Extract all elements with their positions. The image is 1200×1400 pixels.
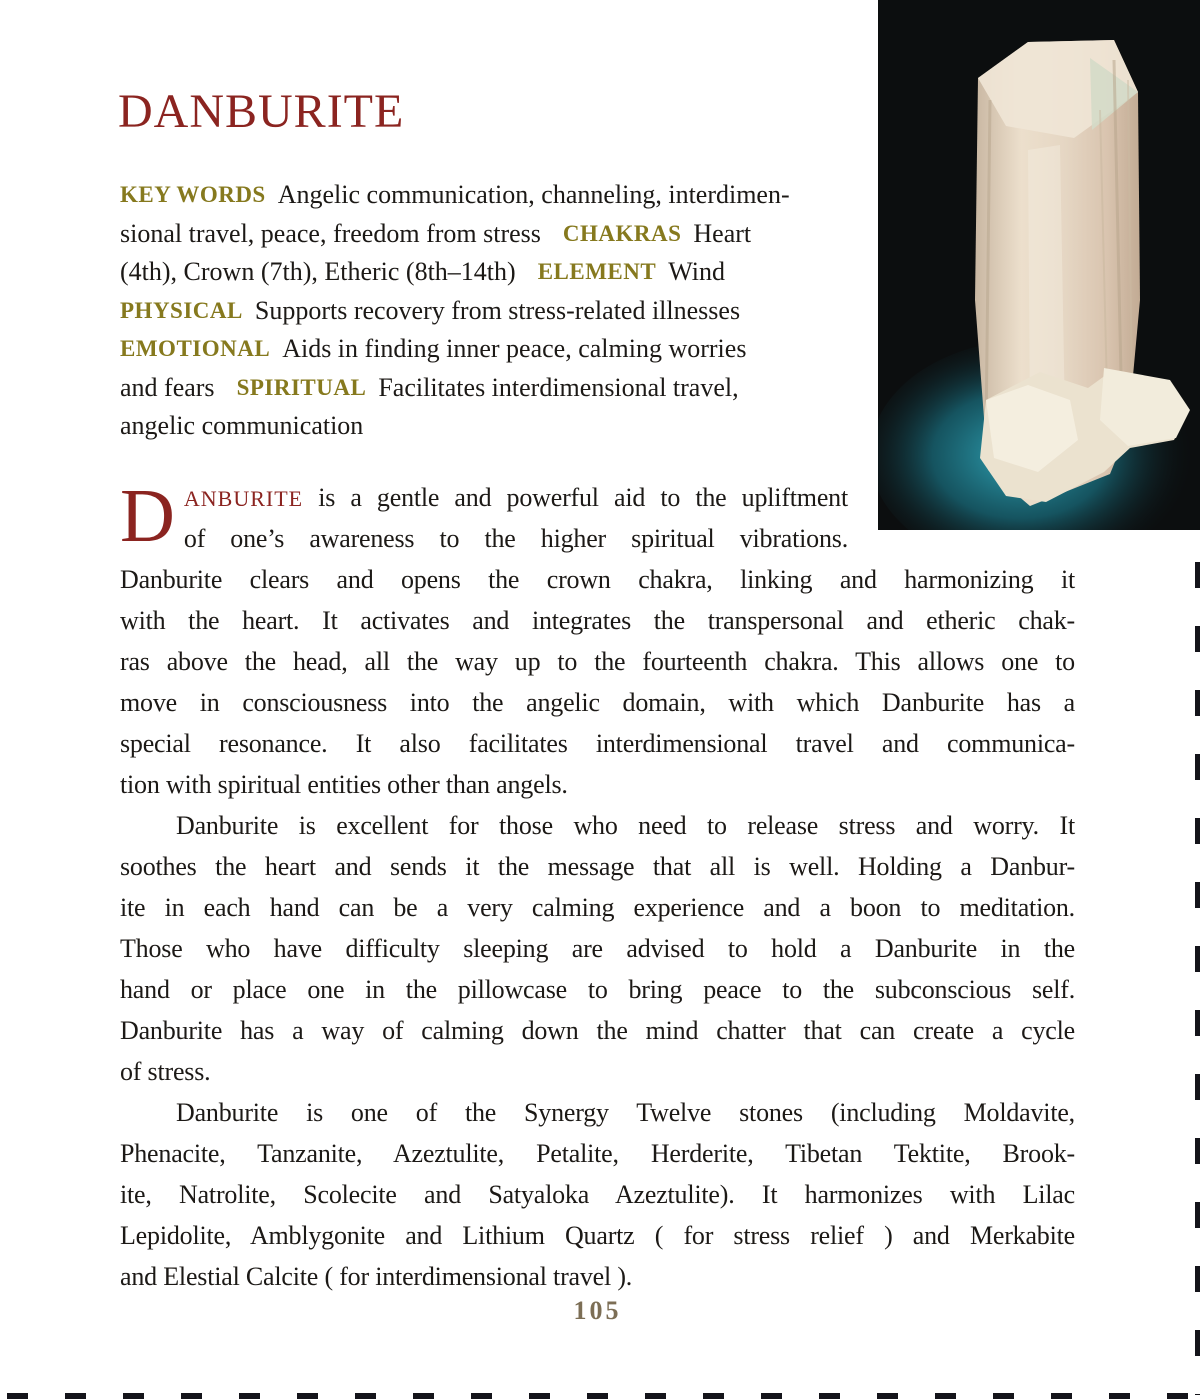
- text-line: [120, 1174, 1075, 1215]
- lead-word-smallcaps: ANBURITE: [183, 486, 304, 511]
- text-segment: special resonance. It also facilitates interdimensional travel and communica-: [120, 729, 1075, 758]
- text-segment: sional travel, peace, freedom from stress: [120, 218, 541, 248]
- text-segment: ite, Natrolite, Scolecite and Satyaloka Azeztulite). It harmonizes with Lilac: [120, 1180, 1075, 1209]
- text-line: [120, 369, 868, 408]
- text-line: [120, 764, 1075, 805]
- right-page-edge-marks: [1195, 562, 1200, 1395]
- keyword-label: ELEMENT: [537, 259, 657, 284]
- text-line: [120, 1051, 1075, 1092]
- text-segment: of stress.: [120, 1057, 211, 1086]
- text-line: [120, 559, 1075, 600]
- danburite-crystal-image: [878, 0, 1200, 530]
- text-line: [120, 1256, 1075, 1297]
- text-segment: Phenacite, Tanzanite, Azeztulite, Petalite, Herderite, Tibetan Tektite, Brook-: [120, 1139, 1075, 1168]
- drop-cap: D: [120, 474, 175, 558]
- body-paragraph-1-rest: [120, 559, 1075, 805]
- text-line: [120, 805, 1075, 846]
- text-segment: Facilitates interdimensional travel,: [378, 372, 739, 402]
- keyword-label: KEY WORDS: [120, 182, 266, 207]
- paragraph-lines: [120, 477, 848, 559]
- text-segment: Aids in finding inner peace, calming worries: [282, 334, 747, 363]
- text-line: [120, 846, 1075, 887]
- text-segment: Danburite is excellent for those who need to release stress and worry. It: [176, 811, 1075, 840]
- text-segment: Supports recovery from stress-related illnesses: [254, 295, 741, 325]
- text-line: [120, 215, 868, 254]
- page-title: DANBURITE: [118, 85, 405, 138]
- body-paragraph-2: [120, 805, 1075, 1092]
- text-line: [120, 176, 868, 215]
- text-segment: Danburite clears and opens the crown chakra, linking and harmonizing it: [120, 565, 1075, 594]
- text-segment: Heart: [693, 218, 752, 248]
- text-line: [120, 330, 868, 369]
- text-segment: ras above the head, all the way up to the fourteenth chakra. This allows one to: [120, 647, 1075, 676]
- text-segment: (4th), Crown (7th), Etheric (8th–14th): [120, 257, 516, 286]
- text-segment: ite in each hand can be a very calming experience and a boon to meditation.: [120, 893, 1075, 922]
- text-segment: with the heart. It activates and integrates the transpersonal and etheric chak-: [120, 606, 1075, 635]
- text-segment: and Elestial Calcite ( for interdimensional travel ).: [120, 1262, 633, 1291]
- crystal-photo: [878, 0, 1200, 530]
- text-line: [120, 292, 868, 331]
- keyword-label: EMOTIONAL: [120, 336, 271, 361]
- keyword-label: CHAKRAS: [562, 220, 682, 246]
- text-segment: Those who have difficulty sleeping are advised to hold a Danburite in the: [120, 934, 1075, 963]
- text-line: [120, 887, 1075, 928]
- text-segment: hand or place one in the pillowcase to bring peace to the subconscious self.: [120, 975, 1075, 1004]
- body-paragraph-1-head: [120, 474, 848, 562]
- text-segment: Lepidolite, Amblygonite and Lithium Quartz ( for stress relief ) and Merkabite: [120, 1221, 1075, 1250]
- text-segment: Danburite has a way of calming down the mind chatter that can create a cycle: [120, 1016, 1075, 1045]
- text-line: [120, 928, 1075, 969]
- text-segment: soothes the heart and sends it the message that all is well. Holding a Danbur-: [120, 852, 1075, 881]
- text-segment: Angelic communication, channeling, interdimen-: [277, 180, 790, 209]
- keywords-block: [120, 176, 868, 445]
- text-line: [120, 253, 868, 292]
- keyword-label: SPIRITUAL: [236, 374, 367, 400]
- text-segment: of one’s awareness to the higher spiritual vibrations.: [183, 524, 848, 553]
- bottom-page-edge-marks: [0, 1393, 1200, 1399]
- text-line: [120, 600, 1075, 641]
- text-line: [120, 641, 1075, 682]
- text-line: [120, 1133, 1075, 1174]
- text-line: [120, 682, 1075, 723]
- text-segment: Danburite is one of the Synergy Twelve stones (including Moldavite,: [176, 1098, 1075, 1127]
- text-segment: and fears: [120, 372, 215, 402]
- text-segment: Wind: [668, 257, 725, 286]
- text-segment: move in consciousness into the angelic domain, with which Danburite has a: [120, 688, 1075, 717]
- page-number: 105: [573, 1296, 622, 1325]
- text-line: [120, 969, 1075, 1010]
- text-segment: is a gentle and powerful aid to the upliftment: [303, 483, 848, 512]
- text-line: [120, 723, 1075, 764]
- text-line: [120, 407, 868, 445]
- text-line: [120, 1010, 1075, 1051]
- text-segment: angelic communication: [120, 411, 364, 440]
- body-paragraph-3: [120, 1092, 1075, 1297]
- text-line: [120, 1092, 1075, 1133]
- text-segment: tion with spiritual entities other than angels.: [120, 770, 568, 799]
- keyword-label: PHYSICAL: [120, 297, 243, 323]
- text-line: [120, 518, 848, 559]
- text-line: [120, 1215, 1075, 1256]
- text-line: [120, 477, 848, 518]
